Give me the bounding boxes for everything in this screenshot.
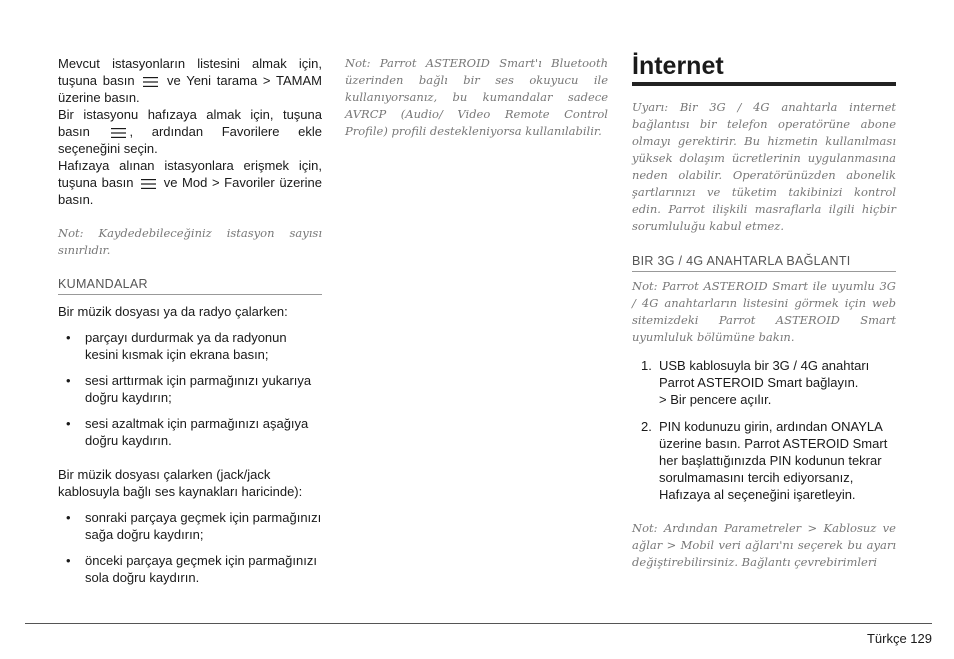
list-item: • parçayı durdurmak ya da radyonun kesini kısmak için ekrana basın; (58, 329, 322, 363)
left-column (58, 55, 322, 586)
note-parameters: Not: Ardından Parametreler > Kablosuz ve ağlar > Mobil veri ağları'nı seçerek bu ayarı değiştirebilirsiniz. Bağlantı çevrebirimleri (632, 521, 896, 569)
paragraph-save-station: Bir istasyonu hafızaya almak için, tuşuna basın , ardından Favorilere ekle seçeneğini seçin. (58, 107, 322, 156)
paragraph-access-favorites: Hafızaya alınan istasyonlara erişmek için, tuşuna basın ve Mod > Favoriler üzerine basın. (58, 158, 322, 207)
page-number: Türkçe 129 (866, 631, 932, 646)
paragraph-station-list: Mevcut istasyonların listesini almak için, tuşuna basın ve Yeni tarama > TAMAM üzerine basın. (58, 56, 322, 105)
list-item: 1. USB kablosuyla bir 3G / 4G anahtarı Parrot ASTEROID Smart bağlayın. > Bir pencere açılır. (641, 358, 870, 407)
note-compatible-keys: Not: Parrot ASTEROID Smart ile uyumlu 3G / 4G anahtarların listesini görmek için web sitemizdeki Parrot ASTEROID Smart uyumluluk bölümüne bakın. (632, 279, 896, 344)
page-title: İnternet (632, 51, 896, 86)
section-heading-3g4g: BIR 3G / 4G ANAHTARLA BAĞLANTI (632, 253, 896, 272)
hamburger-menu-icon (143, 77, 158, 87)
footer-divider (25, 623, 932, 624)
controls-intro-music: Bir müzik dosyası çalarken (jack/jack kablosuyla bağlı ses kaynakları haricinde): (58, 467, 303, 499)
hamburger-menu-icon (141, 179, 156, 189)
hamburger-menu-icon (111, 128, 126, 138)
controls-list-2 (58, 509, 322, 586)
right-column (632, 51, 896, 571)
warning-roaming: Uyarı: Bir 3G / 4G anahtarla internet bağlantısı bir telefon operatörüne abone olmayı gerektirir. Bu hizmetin kullanılması yüksek dolaşım ücretlerinin uygulanmasına neden olabilir. Operatörünüzden abonelik şartlarınızı ve tüketim takibinizi kontrol edin. Parrot ilişkili masraflarla ilgili hiçbir sorumluluğu kabul etmez. (632, 100, 896, 233)
list-item: • sonraki parçaya geçmek için parmağınızı sağa doğru kaydırın; (58, 509, 322, 543)
section-heading-controls: KUMANDALAR (58, 276, 322, 295)
list-item: • önceki parçaya geçmek için parmağınızı sola doğru kaydırın. (58, 552, 322, 586)
note-bluetooth-avrcp: Not: Parrot ASTEROID Smart'ı Bluetooth üzerinden bağlı bir ses okuyucu ile kullanıyorsanız, bu kumandalar sadece AVRCP (Audio/ Video Remote Control Profile) profili destekleniyorsa kullanılabilir. (345, 56, 608, 138)
list-item: • sesi arttırmak için parmağınızı yukarıya doğru kaydırın; (58, 372, 322, 406)
controls-intro: Bir müzik dosyası ya da radyo çalarken: (58, 304, 288, 319)
connection-steps (632, 357, 896, 503)
list-item: 2. PIN kodunuzu girin, ardından ONAYLA üzerine basın. Parrot ASTEROID Smart her başlattığınızda PIN kodunun tekrar sorulmamasını tercih ediyorsanız, Hafızaya al seçeneğini işaretleyin. (641, 419, 888, 502)
list-item: • sesi azaltmak için parmağınızı aşağıya doğru kaydırın. (58, 415, 322, 449)
middle-column (345, 55, 608, 140)
controls-list-1 (58, 329, 322, 449)
note-station-limit: Not: Kaydedebileceğiniz istasyon sayısı sınırlıdır. (58, 226, 322, 257)
